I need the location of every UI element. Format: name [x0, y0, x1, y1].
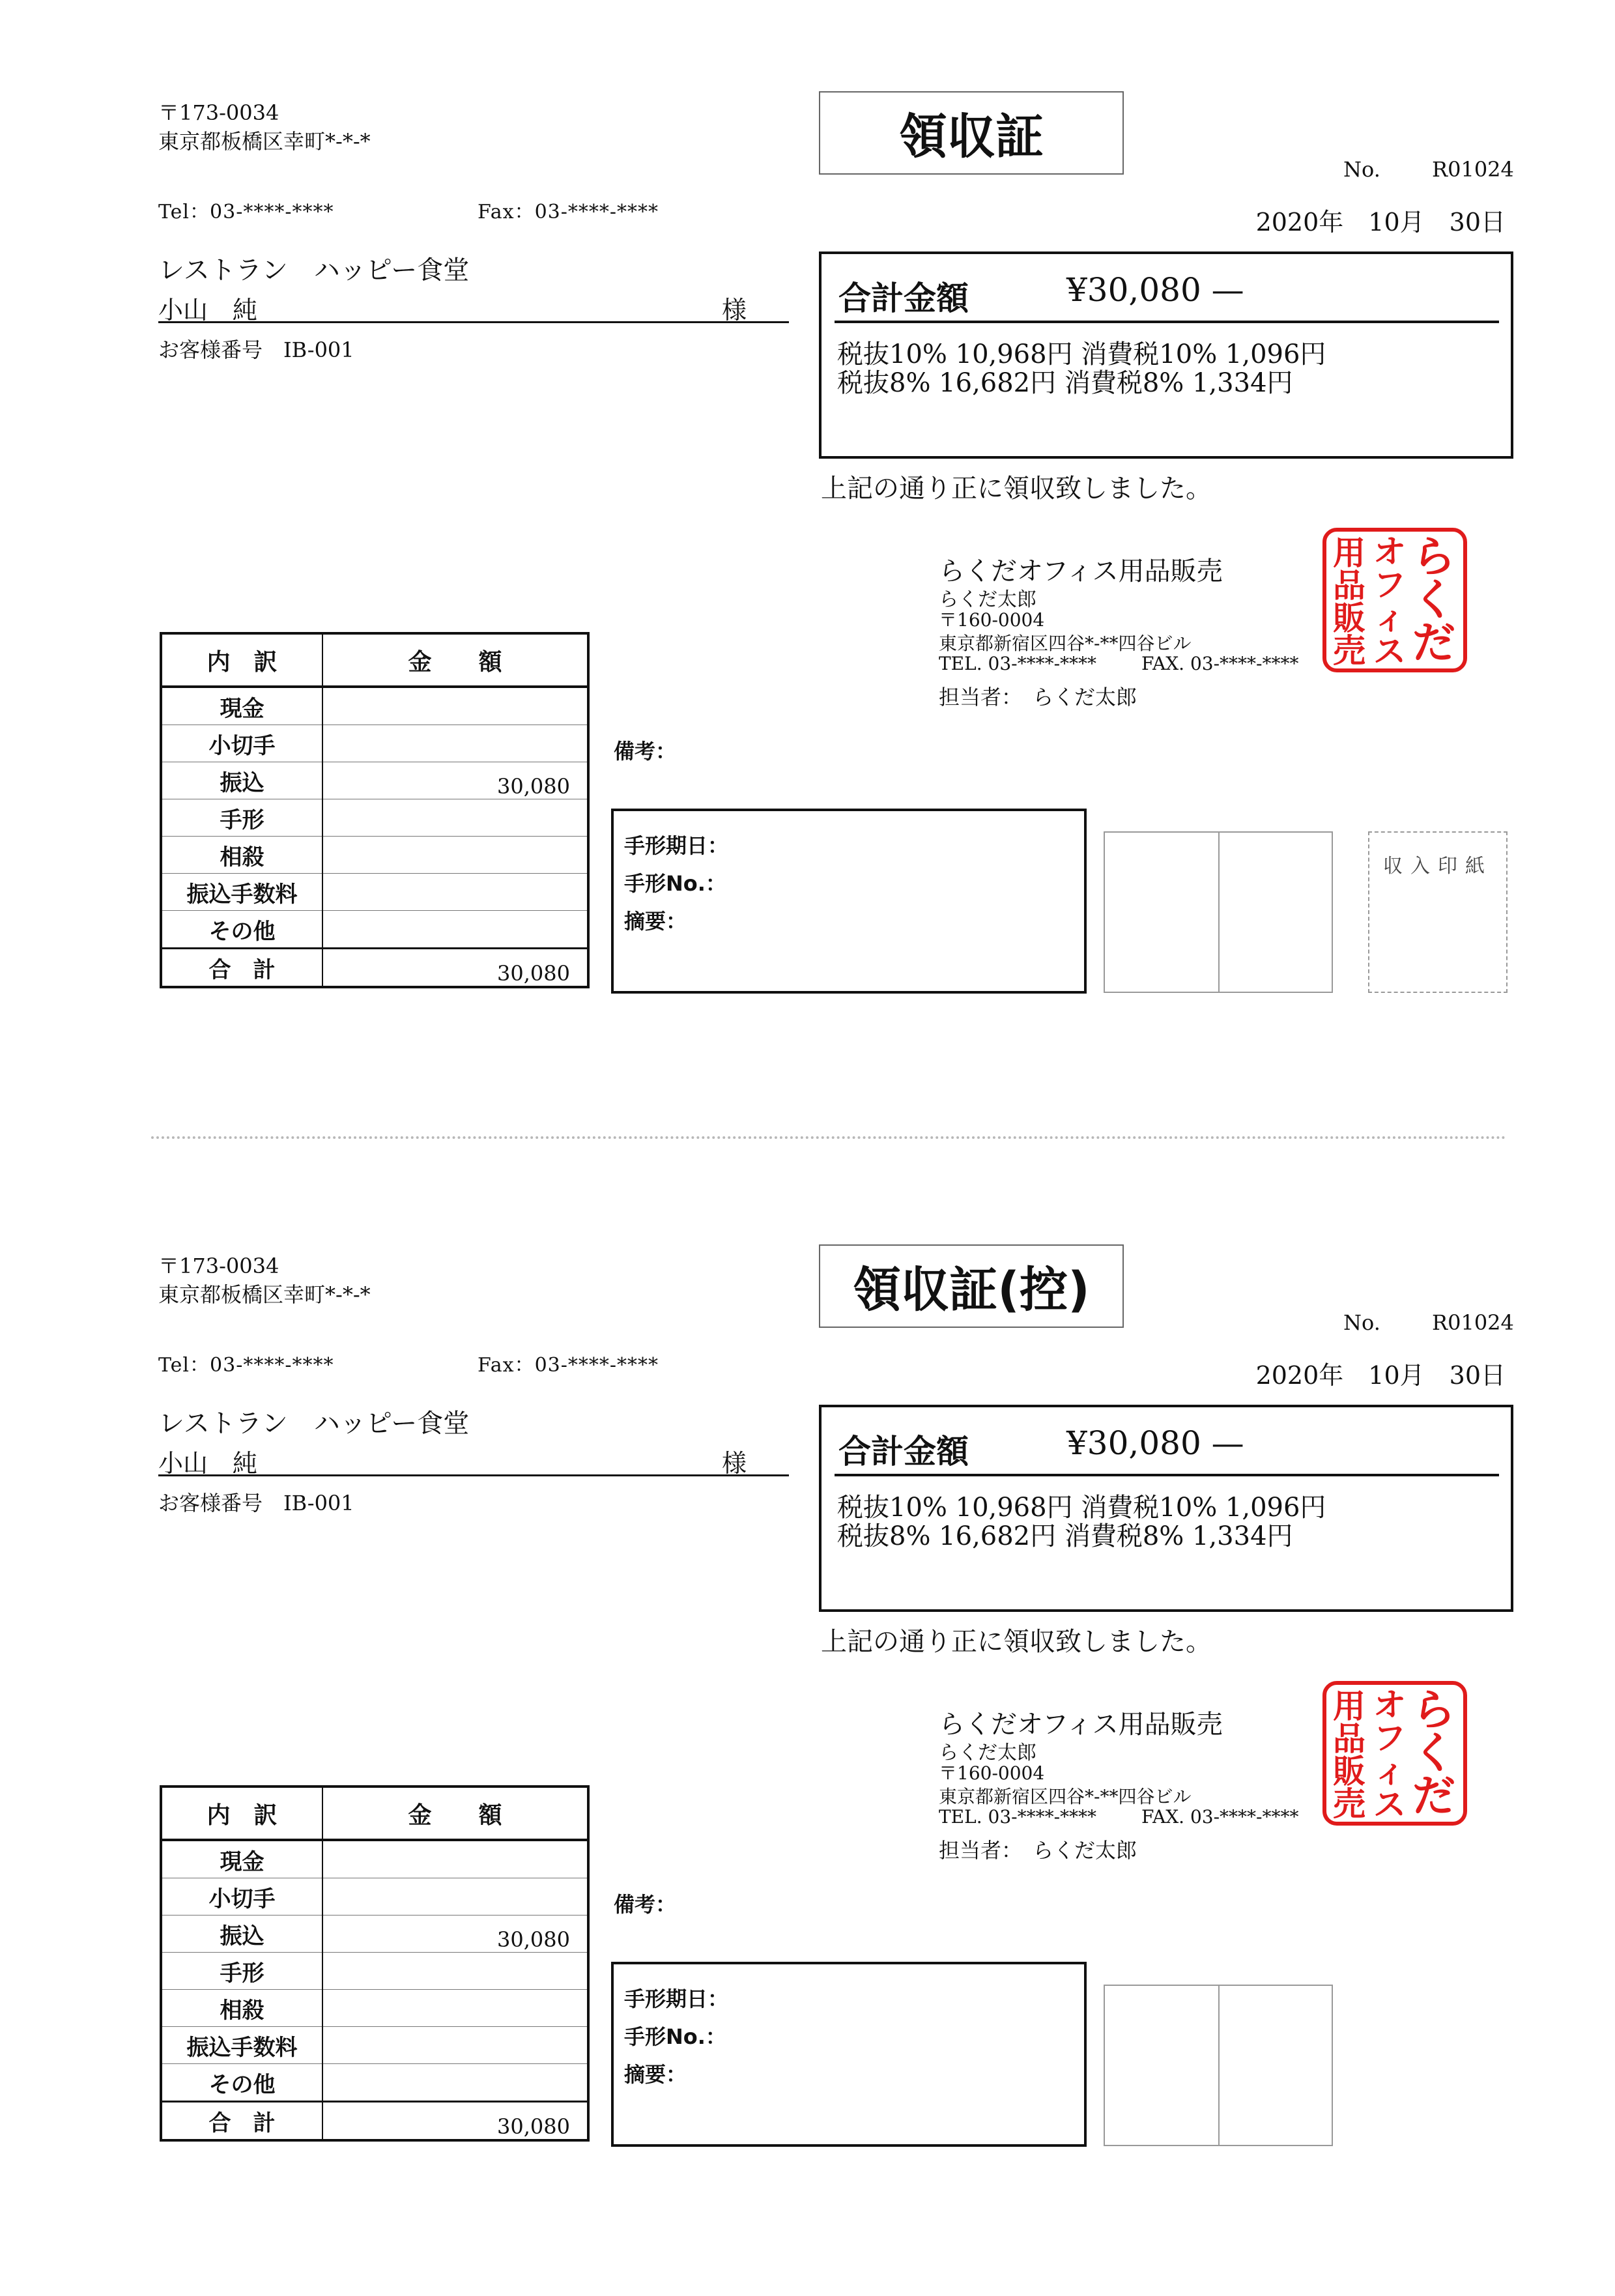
issuer-tel: Tel：03-****-****	[158, 1354, 334, 1377]
customer-number: お客様番号 IB-001	[158, 337, 354, 362]
row-amount	[322, 1878, 588, 1916]
company-seal-stamp	[1322, 528, 1467, 672]
table-row	[161, 725, 588, 762]
table-row	[161, 799, 588, 837]
total-value: ¥30,080 —	[1066, 271, 1244, 309]
seal-column-1	[1412, 532, 1455, 668]
table-row	[161, 911, 588, 949]
row-category: 手形	[161, 1953, 322, 1990]
honorific: 様	[722, 296, 747, 324]
remarks-label: 備考：	[614, 1892, 677, 1917]
seal-char: 販	[1333, 1753, 1365, 1790]
total-label: 合計金額	[838, 1433, 969, 1471]
tax-line-10: 税抜10% 10,968円 消費税10% 1,096円	[837, 339, 1326, 369]
recipient-underline	[158, 321, 789, 323]
row-amount: 30,080	[322, 1916, 588, 1953]
row-category: その他	[161, 911, 322, 949]
receipt-title: 領収証(控)	[819, 1244, 1124, 1328]
company-postal: 〒160-0004	[939, 1762, 1045, 1784]
row-category: 小切手	[161, 725, 322, 762]
header-amount: 金 額	[322, 633, 588, 687]
stamp-divider	[1218, 1986, 1220, 2145]
bill-summary-label: 摘要：	[624, 909, 687, 934]
company-name: らくだオフィス用品販売	[939, 1710, 1223, 1740]
approval-stamp-box	[1104, 1985, 1333, 2146]
issuer-address: 東京都板橋区幸町*-*-*	[158, 129, 371, 154]
bill-details-box	[611, 809, 1087, 994]
table-row	[161, 874, 588, 911]
company-address: 東京都新宿区四谷*-**四谷ビル	[939, 633, 1192, 654]
issuer-fax: Fax：03-****-****	[478, 1354, 659, 1377]
seal-char: だ	[1412, 618, 1455, 668]
person-in-charge: 担当者： らくだ太郎	[939, 685, 1137, 710]
seal-char: フ	[1373, 566, 1406, 604]
company-tel: TEL. 03-****-****	[939, 1806, 1097, 1828]
row-amount	[322, 725, 588, 762]
table-row	[161, 2027, 588, 2064]
total-label: 合計金額	[838, 280, 969, 317]
table-row	[161, 1878, 588, 1916]
issuer-postal-code: 〒173-0034	[158, 100, 279, 125]
company-address: 東京都新宿区四谷*-**四谷ビル	[939, 1786, 1192, 1807]
remarks-label: 備考：	[614, 739, 677, 764]
row-category: 振込	[161, 1916, 322, 1953]
row-amount	[322, 837, 588, 874]
company-postal: 〒160-0004	[939, 609, 1045, 631]
tax-line-8: 税抜8% 16,682円 消費税8% 1,334円	[837, 368, 1293, 398]
header-category: 内 訳	[161, 1787, 322, 1840]
row-amount	[322, 2064, 588, 2102]
row-category: 振込	[161, 762, 322, 799]
recipient-company: レストラン ハッピー食堂	[158, 255, 470, 285]
recipient-name: 小山 純	[158, 1449, 258, 1478]
table-row	[161, 1916, 588, 1953]
revenue-stamp-label: 収入印紙	[1383, 855, 1493, 878]
bill-number-label: 手形No.：	[624, 871, 726, 896]
company-person: らくだ太郎	[939, 588, 1036, 611]
table-row	[161, 687, 588, 725]
seal-column-3	[1333, 1687, 1365, 1823]
row-category: 相殺	[161, 1990, 322, 2027]
row-amount	[322, 1953, 588, 1990]
issuer-postal-code: 〒173-0034	[158, 1254, 279, 1278]
row-category: 手形	[161, 799, 322, 837]
row-category: 小切手	[161, 1878, 322, 1916]
seal-char: ィ	[1373, 1753, 1406, 1790]
company-seal-stamp	[1322, 1681, 1467, 1826]
company-person: らくだ太郎	[939, 1742, 1036, 1764]
row-amount: 30,080	[322, 949, 588, 988]
seal-char: フ	[1373, 1719, 1406, 1757]
issuer-tel: Tel：03-****-****	[158, 201, 334, 223]
seal-column-2	[1373, 533, 1406, 670]
seal-char: 売	[1333, 1785, 1365, 1823]
tax-line-8: 税抜8% 16,682円 消費税8% 1,334円	[837, 1521, 1293, 1551]
tax-line-10: 税抜10% 10,968円 消費税10% 1,096円	[837, 1493, 1326, 1523]
approval-stamp-box	[1104, 831, 1333, 993]
receipt-number: R01024	[1432, 157, 1514, 182]
receipt-date: 2020年 10月 30日	[1255, 208, 1506, 237]
total-amount-box	[819, 251, 1513, 459]
seal-char: 用	[1333, 534, 1365, 572]
seal-char: ス	[1373, 1786, 1406, 1824]
payment-breakdown-table	[160, 632, 590, 988]
received-statement: 上記の通り正に領収致しました。	[821, 474, 1212, 504]
row-amount	[322, 687, 588, 725]
bill-number-label: 手形No.：	[624, 2024, 726, 2049]
company-tel: TEL. 03-****-****	[939, 653, 1097, 674]
row-category: 合 計	[161, 2102, 322, 2141]
seal-char: ら	[1412, 532, 1455, 582]
company-fax: FAX. 03-****-****	[1141, 1806, 1299, 1828]
receipt-number: R01024	[1432, 1310, 1514, 1335]
person-in-charge: 担当者： らくだ太郎	[939, 1838, 1137, 1863]
seal-char: ス	[1373, 633, 1406, 670]
issuer-address: 東京都板橋区幸町*-*-*	[158, 1282, 371, 1307]
receipt-original	[0, 0, 1615, 1143]
customer-number: お客様番号 IB-001	[158, 1491, 354, 1515]
row-category: 相殺	[161, 837, 322, 874]
seal-char: く	[1412, 575, 1455, 625]
row-category: 振込手数料	[161, 2027, 322, 2064]
receipt-number-label: No.	[1343, 157, 1380, 182]
row-amount: 30,080	[322, 762, 588, 799]
total-divider	[835, 1474, 1499, 1476]
row-category: 現金	[161, 1840, 322, 1878]
seal-column-1	[1412, 1685, 1455, 1821]
bill-date-label: 手形期日：	[624, 833, 729, 858]
company-fax: FAX. 03-****-****	[1141, 653, 1299, 674]
table-row-total	[161, 2102, 588, 2141]
seal-char: 品	[1333, 1720, 1365, 1758]
table-row	[161, 1840, 588, 1878]
receipt-title: 領収証	[819, 91, 1124, 175]
row-category: 振込手数料	[161, 874, 322, 911]
bill-details-box	[611, 1962, 1087, 2147]
seal-char: オ	[1373, 533, 1406, 571]
seal-column-3	[1333, 534, 1365, 670]
row-category: その他	[161, 2064, 322, 2102]
issuer-fax: Fax：03-****-****	[478, 201, 659, 223]
table-row	[161, 837, 588, 874]
seal-char: オ	[1373, 1686, 1406, 1724]
row-amount	[322, 1990, 588, 2027]
seal-char: く	[1412, 1728, 1455, 1778]
table-row	[161, 1990, 588, 2027]
header-amount: 金 額	[322, 1787, 588, 1840]
row-amount	[322, 2027, 588, 2064]
cut-line-divider	[151, 1136, 1506, 1139]
seal-char: 品	[1333, 567, 1365, 605]
seal-char: だ	[1412, 1771, 1455, 1821]
total-divider	[835, 321, 1499, 323]
row-category: 現金	[161, 687, 322, 725]
row-category: 合 計	[161, 949, 322, 988]
seal-char: 売	[1333, 632, 1365, 670]
stamp-divider	[1218, 833, 1220, 992]
table-row	[161, 1953, 588, 1990]
total-amount-box	[819, 1405, 1513, 1612]
received-statement: 上記の通り正に領収致しました。	[821, 1627, 1212, 1657]
receipt-copy	[0, 1153, 1615, 2296]
seal-char: ィ	[1373, 599, 1406, 637]
receipt-number-label: No.	[1343, 1310, 1380, 1335]
row-amount	[322, 874, 588, 911]
bill-date-label: 手形期日：	[624, 1987, 729, 2011]
row-amount: 30,080	[322, 2102, 588, 2141]
row-amount	[322, 1840, 588, 1878]
total-value: ¥30,080 —	[1066, 1424, 1244, 1462]
table-row	[161, 2064, 588, 2102]
row-amount	[322, 799, 588, 837]
receipt-date: 2020年 10月 30日	[1255, 1361, 1506, 1390]
honorific: 様	[722, 1449, 747, 1478]
row-amount	[322, 911, 588, 949]
company-name: らくだオフィス用品販売	[939, 556, 1223, 586]
seal-column-2	[1373, 1686, 1406, 1824]
seal-char: 販	[1333, 599, 1365, 637]
recipient-company: レストラン ハッピー食堂	[158, 1409, 470, 1439]
recipient-underline	[158, 1474, 789, 1476]
header-category: 内 訳	[161, 633, 322, 687]
table-row	[161, 762, 588, 799]
seal-char: ら	[1412, 1685, 1455, 1735]
recipient-name: 小山 純	[158, 296, 258, 324]
revenue-stamp-box	[1368, 831, 1508, 993]
payment-breakdown-table	[160, 1785, 590, 2142]
bill-summary-label: 摘要：	[624, 2062, 687, 2087]
table-row-total	[161, 949, 588, 988]
seal-char: 用	[1333, 1687, 1365, 1725]
